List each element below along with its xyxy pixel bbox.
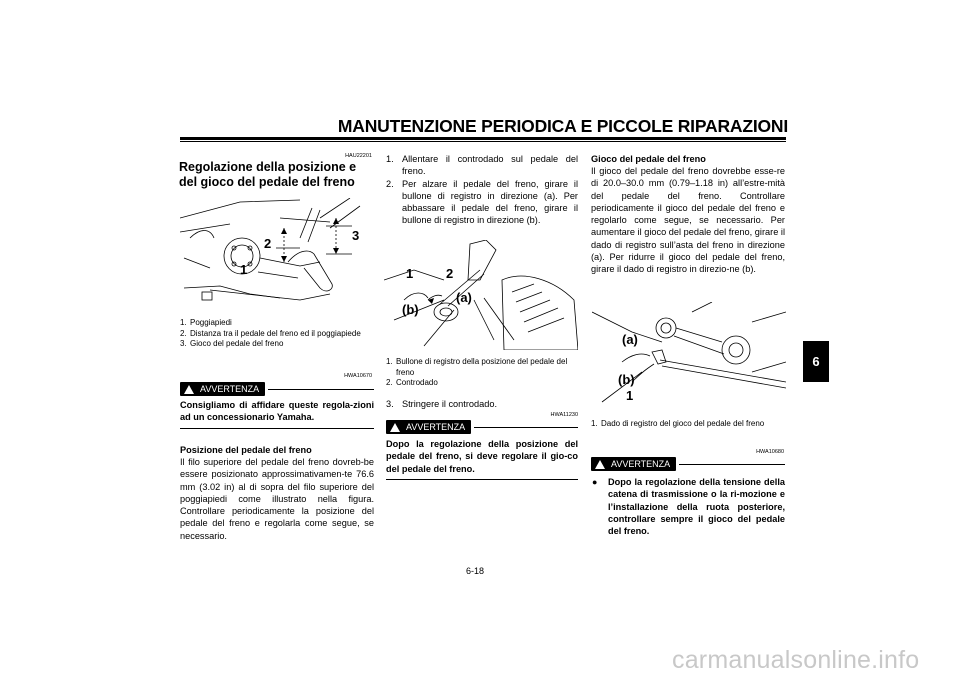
brake-pedal-position-figure: [180, 198, 374, 310]
fig-label-2: 2: [264, 236, 272, 251]
subsection-title: Gioco del pedale del freno: [591, 154, 706, 164]
subsection-title: Posizione del pedale del freno: [180, 445, 312, 455]
chapter-tab: 6: [803, 341, 829, 382]
brake-free-play-figure: [592, 302, 786, 412]
caption-item: 1. Dado di registro del gioco del pedale del freno: [591, 419, 765, 428]
warning-bullet-item: [592, 476, 785, 537]
caption-item: 1. Bullone di registro della posizione del pedale del freno: [386, 357, 568, 377]
body-text: Il filo superiore del pedale del freno dovreb-be essere posizionato approssimativamen-te 76.6 mm (3.02 in) al di sopra del filo superiore del poggiapiedi come illustrato nella figura. Controllare periodicamente la posizione del pedale del freno e regolarla come segue, se necessario.: [180, 457, 374, 541]
section-code: HAU22201: [345, 153, 372, 159]
body-text: Il gioco del pedale del freno dovrebbe esse-re di 20.0–30.0 mm (0.79–1.18 in) all’estre-mità del pedale del freno. Controllare periodicamente il gioco del pedale del freno e regolarlo come segue, se necessario. Per aumentare il gioco del pedale del freno, girare il dado di registro sull’asta del freno in direzione (a). Per ridurre il gioco del pedale del freno, girare il dado di registro in direzio-ne (b).: [591, 166, 785, 275]
fig-label-b: (b): [618, 372, 635, 387]
brake-adjuster-bolt-figure: [384, 240, 578, 350]
fig-label-1: 1: [406, 266, 414, 281]
steps-list: [386, 153, 578, 227]
fig-label-1: 1: [626, 388, 634, 403]
figure-captions: [591, 419, 785, 430]
figure-captions: [386, 357, 578, 389]
caption-item: 3. Gioco del pedale del freno: [180, 339, 284, 348]
fig-label-2: 2: [446, 266, 454, 281]
warning-text: Dopo la regolazione della tensione della catena di trasmissione o la ri-mozione e l’installazione della ruota posteriore, controllare sempre il gioco del pedale del freno.: [608, 477, 785, 537]
warning-text: Dopo la regolazione della posizione del pedale del freno, si deve regolare il gio-co del pedale del freno.: [386, 439, 578, 474]
warning-code: HWA11230: [550, 412, 578, 418]
step-item: 3. Stringere il controdado.: [386, 399, 497, 409]
header-rule: [180, 137, 786, 140]
warning-code: HWA10670: [344, 373, 372, 379]
warning-header: [386, 420, 578, 434]
warning-code: HWA10680: [756, 449, 784, 455]
watermark: carmanualsonline.info: [672, 646, 920, 674]
figure-captions: [180, 318, 374, 350]
warning-badge: AVVERTENZA: [180, 382, 265, 396]
fig-label-a: (a): [622, 332, 638, 347]
step-item: 2. Per alzare il pedale del freno, girare il bullone di registro in direzione (a). Per abbassare il pedale del freno, girare il bullone di registro in direzione (b).: [386, 178, 578, 226]
header-rule-thin: [180, 141, 786, 142]
warning-text: Consigliamo di affidare queste regola-zioni ad un concessionario Yamaha.: [180, 400, 374, 423]
fig-label-b: (b): [402, 302, 419, 317]
warning-triangle-icon: [595, 460, 605, 469]
warning-header: [180, 382, 374, 396]
warning-triangle-icon: [390, 423, 400, 432]
warning-badge: AVVERTENZA: [591, 457, 676, 471]
warning-header: [591, 457, 785, 471]
warning-triangle-icon: [184, 385, 194, 394]
bullet-icon: ●: [592, 477, 598, 487]
caption-item: 1. Poggiapiedi: [180, 318, 232, 327]
page-number: 6-18: [466, 566, 485, 576]
section-title: Regolazione della posizione e del gioco del pedale del freno: [179, 160, 357, 189]
warning-end-rule: [180, 428, 374, 429]
step-item: 1. Allentare il controdado sul pedale del freno.: [386, 154, 578, 177]
caption-item: 2. Distanza tra il pedale del freno ed il poggiapiede: [180, 328, 361, 338]
fig-label-1: 1: [240, 262, 248, 277]
warning-end-rule: [386, 479, 578, 480]
warning-badge: AVVERTENZA: [386, 420, 471, 434]
caption-item: 2. Controdado: [386, 378, 438, 387]
page-header-title: MANUTENZIONE PERIODICA E PICCOLE RIPARAZIONI: [337, 116, 788, 136]
fig-label-a: (a): [456, 290, 472, 305]
fig-label-3: 3: [352, 228, 360, 243]
